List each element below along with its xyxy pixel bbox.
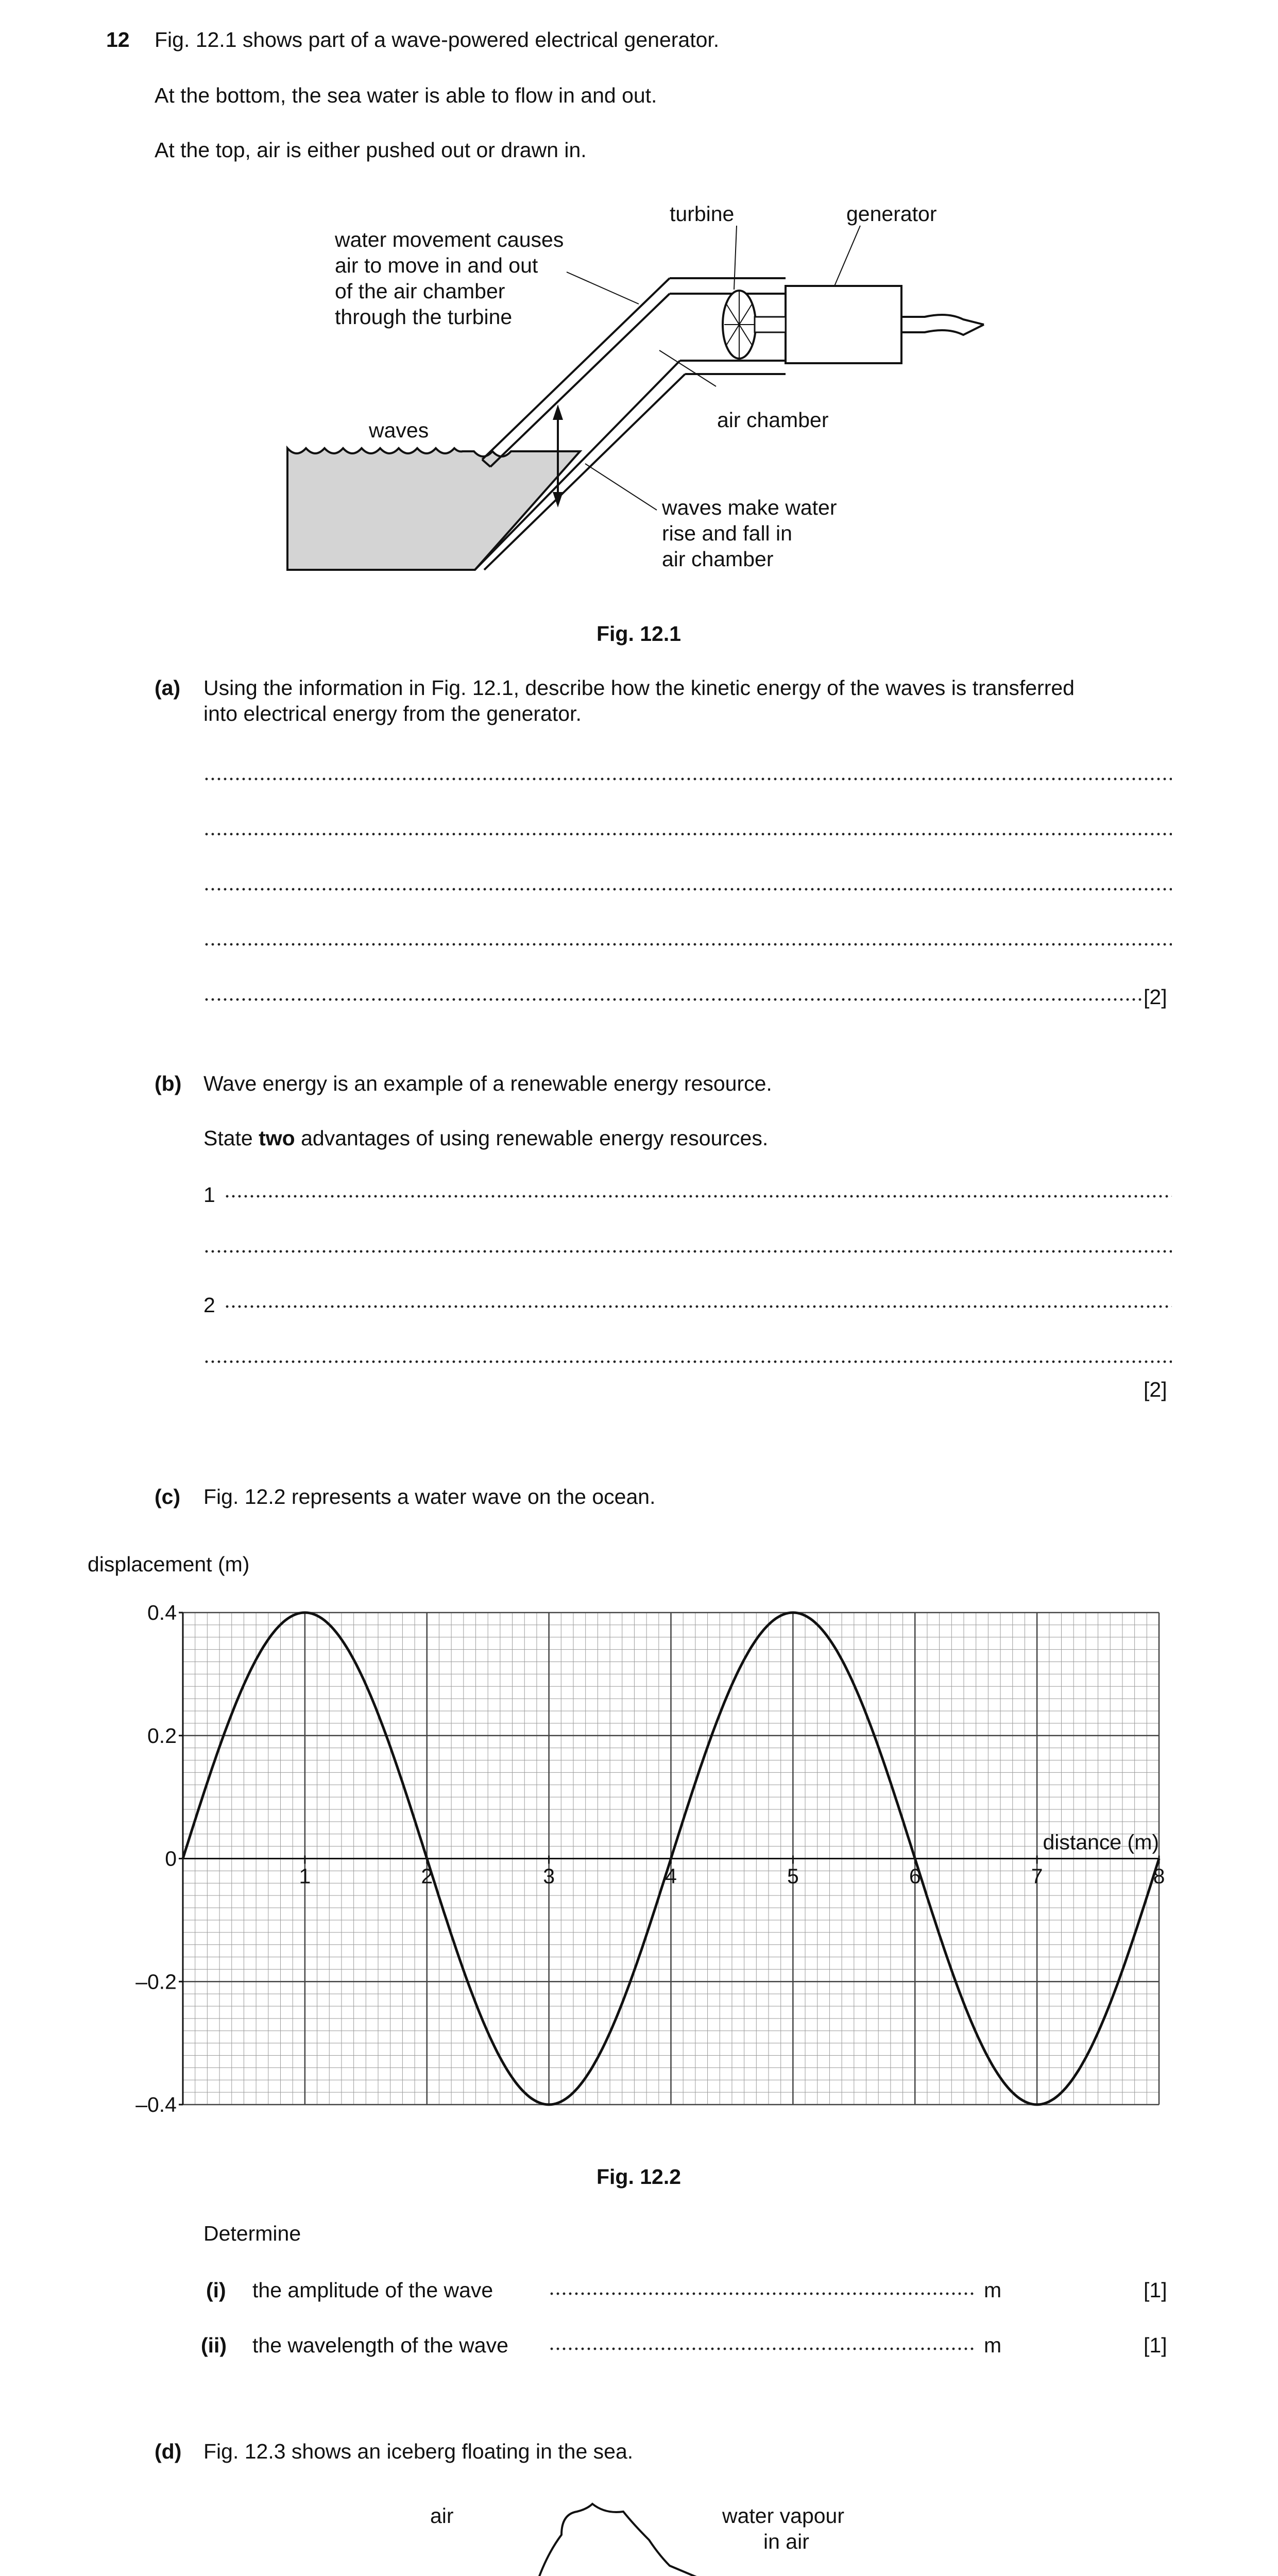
- fig-12-1-caption: Fig. 12.1: [596, 622, 681, 646]
- answer-line-b4[interactable]: [203, 1360, 1172, 1364]
- part-c-ii-unit: m: [984, 2333, 1002, 2357]
- part-a-marks: [2]: [1144, 985, 1167, 1009]
- x-tick-label: 4: [665, 1864, 677, 1888]
- y-axis-label: displacement (m): [88, 1552, 250, 1576]
- x-axis-label: distance (m): [1043, 1830, 1159, 1854]
- part-a-text-1: Using the information in Fig. 12.1, describe how the kinetic energy of the waves is transferred: [203, 676, 1075, 700]
- generator-icon: [786, 286, 901, 363]
- amplitude-answer-line[interactable]: [549, 2292, 976, 2296]
- answer-line-a4[interactable]: [203, 942, 1172, 946]
- x-tick-label: 7: [1031, 1864, 1043, 1888]
- fig-12-2-caption: Fig. 12.2: [596, 2165, 681, 2189]
- part-c-i-unit: m: [984, 2278, 1002, 2302]
- part-c-i-label: (i): [206, 2278, 226, 2302]
- determine-text: Determine: [203, 2222, 301, 2245]
- air-chamber-label: air chamber: [717, 408, 829, 432]
- y-tick-label: –0.4: [135, 2093, 177, 2116]
- generator-label: generator: [846, 202, 937, 226]
- answer-line-a2[interactable]: [203, 832, 1172, 836]
- water-movement-label-3: of the air chamber: [335, 279, 505, 303]
- vapour-label-2: in air: [763, 2530, 809, 2553]
- part-b-number-1: 1: [203, 1183, 215, 1207]
- part-c-text: Fig. 12.2 represents a water wave on the ocean.: [203, 1485, 656, 1509]
- part-a-text-2: into electrical energy from the generator.: [203, 702, 582, 725]
- part-a-label: (a): [155, 676, 181, 700]
- waves-label: waves: [369, 418, 429, 442]
- part-b-number-2: 2: [203, 1293, 215, 1317]
- part-c-i-text: the amplitude of the wave: [252, 2278, 493, 2302]
- part-b-state: State two advantages of using renewable energy resources.: [203, 1126, 769, 1150]
- x-tick-label: 2: [421, 1864, 433, 1888]
- waves-make-label-3: air chamber: [662, 547, 774, 571]
- answer-line-b3[interactable]: [224, 1304, 1172, 1309]
- water-movement-label-2: air to move in and out: [335, 253, 538, 277]
- intro-line-2: At the bottom, the sea water is able to flow in and out.: [155, 83, 657, 107]
- y-tick-label: –0.2: [135, 1970, 177, 1994]
- wavelength-answer-line[interactable]: [549, 2347, 976, 2351]
- part-d-label: (d): [155, 2439, 182, 2463]
- answer-line-a3[interactable]: [203, 887, 1172, 891]
- wave-chart: [82, 1546, 1185, 2138]
- x-tick-label: 1: [299, 1864, 311, 1888]
- water-movement-label-1: water movement causes: [335, 228, 564, 251]
- turbine-label: turbine: [670, 202, 735, 226]
- waves-make-label-1: waves make water: [662, 496, 837, 519]
- air-label: air: [430, 2504, 454, 2528]
- water-movement-label-4: through the turbine: [335, 305, 513, 329]
- part-b-label: (b): [155, 1072, 182, 1095]
- x-tick-label: 6: [909, 1864, 921, 1888]
- part-c-label: (c): [155, 1485, 181, 1509]
- x-tick-label: 3: [543, 1864, 555, 1888]
- part-c-ii-marks: [1]: [1144, 2333, 1167, 2357]
- y-tick-label: 0: [165, 1846, 177, 1871]
- sea-water-region: [287, 448, 580, 570]
- intro-line-3: At the top, air is either pushed out or drawn in.: [155, 138, 587, 162]
- answer-line-a5[interactable]: [203, 997, 1142, 1002]
- x-tick-label: 5: [787, 1864, 799, 1888]
- part-c-i-marks: [1]: [1144, 2278, 1167, 2302]
- waves-make-label-2: rise and fall in: [662, 521, 792, 545]
- part-c-ii-label: (ii): [201, 2333, 227, 2357]
- part-b-marks: [2]: [1144, 1378, 1167, 1401]
- y-tick-label: 0.2: [147, 1723, 177, 1748]
- part-b-text: Wave energy is an example of a renewable energy resource.: [203, 1072, 772, 1095]
- intro-line-1: Fig. 12.1 shows part of a wave-powered electrical generator.: [155, 28, 720, 52]
- part-d-text: Fig. 12.3 shows an iceberg floating in the sea.: [203, 2439, 634, 2463]
- vapour-label-1: water vapour: [722, 2504, 845, 2528]
- answer-line-a1[interactable]: [203, 777, 1172, 781]
- part-c-ii-text: the wavelength of the wave: [252, 2333, 508, 2357]
- iceberg-shape: [520, 2504, 719, 2576]
- answer-line-b1[interactable]: [224, 1194, 1172, 1198]
- x-tick-label: 8: [1153, 1864, 1165, 1888]
- y-tick-label: 0.4: [147, 1601, 177, 1624]
- answer-line-b2[interactable]: [203, 1249, 1172, 1253]
- question-number: 12: [106, 28, 130, 52]
